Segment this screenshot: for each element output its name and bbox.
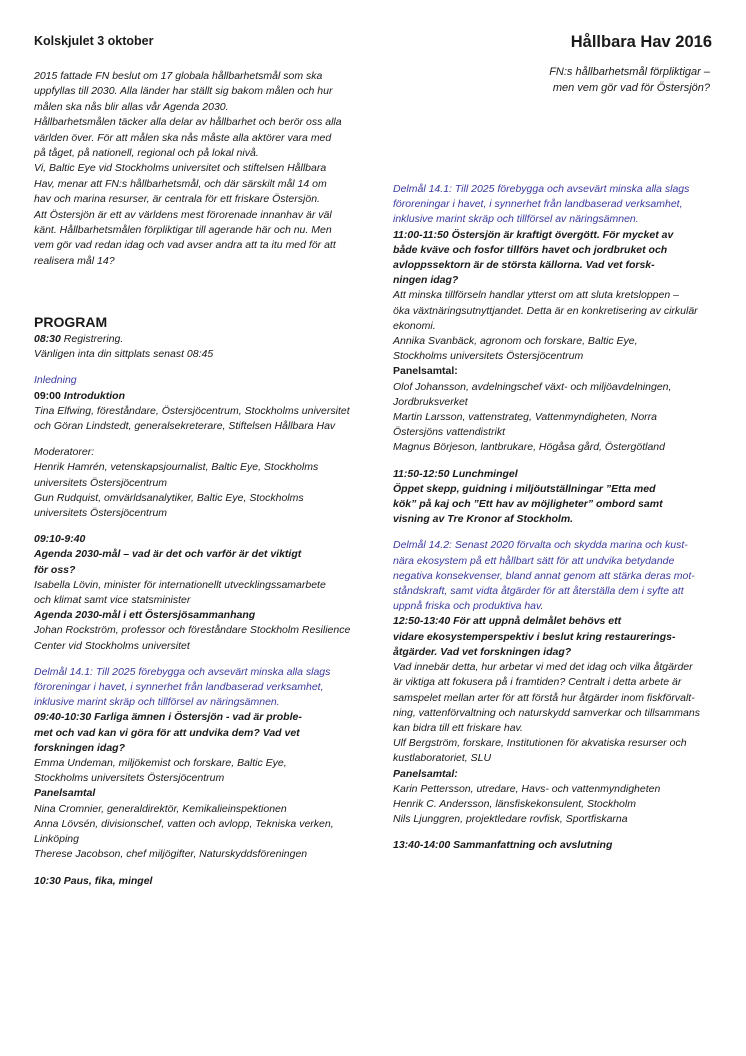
goal-14-1-text: Delmål 14.1: Till 2025 förebygga och avsevärt minska alla slags (393, 183, 690, 195)
goal-14-2-text: uppnå friska och produktiva hav. (393, 600, 544, 613)
intro-line: vem gör vad redan idag och vad avser andra att ta itu med för att (34, 239, 336, 252)
intro-line: realisera mål 14? (34, 254, 115, 267)
panelist-line: Östersjöns vattendistrikt (393, 426, 506, 439)
panelist-line: Therese Jacobson, chef miljögifter, Naturskyddsföreningen (34, 848, 308, 861)
intro-line: hav och marina resurser, är centrala för ett friskare Östersjön. (34, 193, 320, 206)
intro-line: Hav, menar att FN:s hållbarhetsmål, och där särskilt mål 14 om (34, 177, 327, 190)
intro-line: Att Östersjön är ett av världens mest förorenade innanhav är väl (34, 208, 332, 221)
panelist-line: Nina Cromnier, generaldirektör, Kemikalieinspektionen (34, 802, 287, 815)
lunch-title: 11:50-12:50 Lunchmingel (393, 467, 518, 480)
speaker-line: Ulf Bergström, forskare, Institutionen för akvatiska resurser och (393, 737, 687, 750)
moderator-line: universitets Östersjöcentrum (34, 507, 168, 520)
session-title: Agenda 2030-mål – vad är det och varför är det viktigt (34, 548, 302, 561)
moderator-line: universitets Östersjöcentrum (34, 476, 168, 489)
program-right-column (393, 182, 715, 854)
panelist-line: Anna Lövsén, divisionschef, vatten och avlopp, Tekniska verken, (34, 817, 334, 830)
session-body: ning, vattenförvaltning och naturskydd samverkar och tillsammans (393, 706, 700, 719)
intro-line: världen över. För att målen ska nås måste alla aktörer vara med (34, 131, 332, 144)
session-body: ekonomi. (393, 319, 436, 332)
session-title: för oss? (34, 563, 76, 576)
session-body: kan bidra till ett friskare hav. (393, 721, 523, 734)
intro-line: Vi, Baltic Eye vid Stockholms universitet och stiftelsen Hållbara (34, 162, 327, 175)
intro-time: 09:00 (34, 389, 61, 402)
event-subtitle (450, 64, 710, 96)
venue-date: Kolskjulet 3 oktober (34, 34, 154, 48)
panelist-line: Henrik C. Andersson, länsfiskekonsulent, Stockholm (393, 797, 636, 810)
intro-session (34, 389, 364, 404)
speaker-line: Emma Undeman, miljökemist och forskare, Baltic Eye, (34, 757, 287, 770)
moderator-line: Gun Rudquist, omvärldsanalytiker, Baltic Eye, Stockholms (34, 491, 304, 504)
session-title: met och vad kan vi göra för att undvika dem? Vad vet (34, 726, 300, 739)
panel-label: Panelsamtal (34, 787, 96, 800)
event-title: Hållbara Hav 2016 (570, 33, 712, 51)
session-body: är viktiga att fokusera på i framtiden? Centralt i detta arbete är (393, 676, 682, 689)
session-title: åtgärder. Vad vet forskningen idag? (393, 645, 572, 658)
goal-14-2-text: negativa konsekvenser, bland annat genom att stärka deras mot- (393, 569, 695, 582)
goal-14-2-text: ståndskraft, samt vidta åtgärder för att återställa dem i syfte att (393, 585, 684, 598)
intro-title: Introduktion (60, 389, 126, 402)
speaker-line: Stockholms universitets Östersjöcentrum (393, 350, 584, 363)
intro-line: på tåget, på nationell, regional och på lokal nivå. (34, 147, 259, 160)
session-title: 12:50-13:40 För att uppnå delmålet behövs ett (393, 615, 622, 628)
panelist-line: Magnus Börjeson, lantbrukare, Högåsa gård, Östergötland (393, 441, 665, 454)
session-title: vidare ekosystemperspektiv i beslut kring restaurerings- (393, 630, 676, 643)
program-heading: PROGRAM (34, 314, 108, 330)
speaker-line: Isabella Lövin, minister för internationellt utvecklingssamarbete (34, 578, 326, 591)
intro-line: Hållbarhetsmålen täcker alla delar av hållbarhet och berör oss alla (34, 116, 342, 129)
session-title: 11:00-11:50 Östersjön är kraftigt övergött. För mycket av (393, 228, 674, 241)
lunch-body: kök” på kaj och ”Ett hav av möjligheter” ombord samt (393, 498, 663, 511)
session-title: ningen idag? (393, 274, 459, 287)
closing-slot: 13:40-14:00 Sammanfattning och avslutning (393, 839, 613, 852)
panel-label: Panelsamtal: (393, 767, 458, 780)
goal-14-1-text: Delmål 14.1: Till 2025 förebygga och avsevärt minska alla slags (34, 665, 331, 678)
goal-14-1-text: föroreningar i havet, i synnerhet från landbaserad verksamhet, (393, 198, 683, 211)
panelist-line: Martin Larsson, vattenstrateg, Vattenmyndigheten, Norra (393, 411, 657, 424)
panelist-line: Karin Pettersson, utredare, Havs- och vattenmyndigheten (393, 782, 661, 795)
registration-time: 08:30 (34, 333, 61, 345)
session-title: forskningen idag? (34, 741, 126, 754)
goal-14-1-text: föroreningar i havet, i synnerhet från landbaserad verksamhet, (34, 681, 324, 694)
speaker-line: Annika Svanbäck, agronom och forskare, Baltic Eye, (393, 335, 638, 348)
moderator-line: Henrik Hamrén, vetenskapsjournalist, Baltic Eye, Stockholms (34, 461, 319, 474)
speaker-line: Tina Elfwing, föreståndare, Östersjöcentrum, Stockholms universitet (34, 404, 350, 417)
subtitle-line: FN:s hållbarhetsmål förpliktigar – (549, 66, 710, 78)
intro-line: 2015 fattade FN beslut om 17 globala hållbarhetsmål som ska (34, 70, 323, 82)
intro-line: känt. Hållbarhetsmålen förpliktigar till agerande här och nu. Men (34, 224, 332, 237)
intro-line: målen ska nås blir allas vår Agenda 2030. (34, 100, 229, 113)
lunch-body: visning av Tre Kronor af Stockholm. (393, 513, 574, 526)
speaker-line: och klimat samt vice statsminister (34, 594, 191, 607)
session-body: samspelet mellan arter för att förstå hur åtgärder inom fiskförvalt- (393, 691, 695, 704)
moderators-label: Moderatorer: (34, 446, 95, 459)
panelist-line: Linköping (34, 833, 79, 846)
panelist-line: Nils Ljunggren, projektledare rovfisk, Sportfiskarna (393, 813, 628, 826)
program-left-column (34, 313, 364, 889)
session-body: öka växtnäringsutnyttjandet. Detta är en konkretisering av cirkulär (393, 304, 698, 317)
goal-14-2-text: nära ekosystem på ett hållbart sätt för att undvika betydande (393, 554, 675, 567)
break-slot: 10:30 Paus, fika, mingel (34, 874, 153, 887)
speaker-line: och Göran Lindstedt, generalsekreterare, Stiftelsen Hållbara Hav (34, 420, 336, 433)
registration-label: Registrering. (60, 333, 124, 345)
session-body: Att minska tillförseln handlar ytterst om att sluta kretsloppen – (393, 289, 679, 302)
intro-text (34, 69, 364, 269)
lunch-body: Öppet skepp, guidning i miljöutställningar ”Etta med (393, 482, 656, 495)
panelist-line: Olof Johansson, avdelningschef växt- och miljöavdelningen, (393, 380, 672, 393)
session-time: 09:10-9:40 (34, 533, 86, 546)
session-title: Agenda 2030-mål i ett Östersjösammanhang (34, 609, 256, 622)
intro-line: uppfyllas till 2030. Alla länder har ställt sig bakom målen och hur (34, 85, 333, 98)
panel-label: Panelsamtal: (393, 365, 458, 378)
session-title: 09:40-10:30 Farliga ämnen i Östersjön - vad är proble- (34, 711, 302, 724)
speaker-line: Johan Rockström, professor och föreståndare Stockholm Resilience (34, 624, 351, 637)
goal-14-1-text: inklusive marint skräp och tillförsel av näringsämnen. (393, 213, 639, 226)
section-label-inledning: Inledning (34, 374, 77, 387)
speaker-line: kustlaboratoriet, SLU (393, 752, 492, 765)
panelist-line: Jordbruksverket (393, 395, 468, 408)
session-body: Vad innebär detta, hur arbetar vi med det idag och vilka åtgärder (393, 661, 693, 674)
registration (34, 332, 364, 347)
session-title: både kväve och fosfor tillförs havet och jordbruket och (393, 243, 668, 256)
goal-14-1-text: inklusive marint skräp och tillförsel av näringsämnen. (34, 696, 280, 709)
goal-14-2-text: Delmål 14.2: Senast 2020 förvalta och skydda marina och kust- (393, 539, 688, 552)
speaker-line: Center vid Stockholms universitet (34, 639, 190, 652)
subtitle-line: men vem gör vad för Östersjön? (552, 82, 710, 94)
registration-note: Vänligen inta din sittplats senast 08:45 (34, 348, 214, 361)
session-title: avloppssektorn är de största källorna. Vad vet forsk- (393, 259, 655, 272)
speaker-line: Stockholms universitets Östersjöcentrum (34, 772, 225, 785)
